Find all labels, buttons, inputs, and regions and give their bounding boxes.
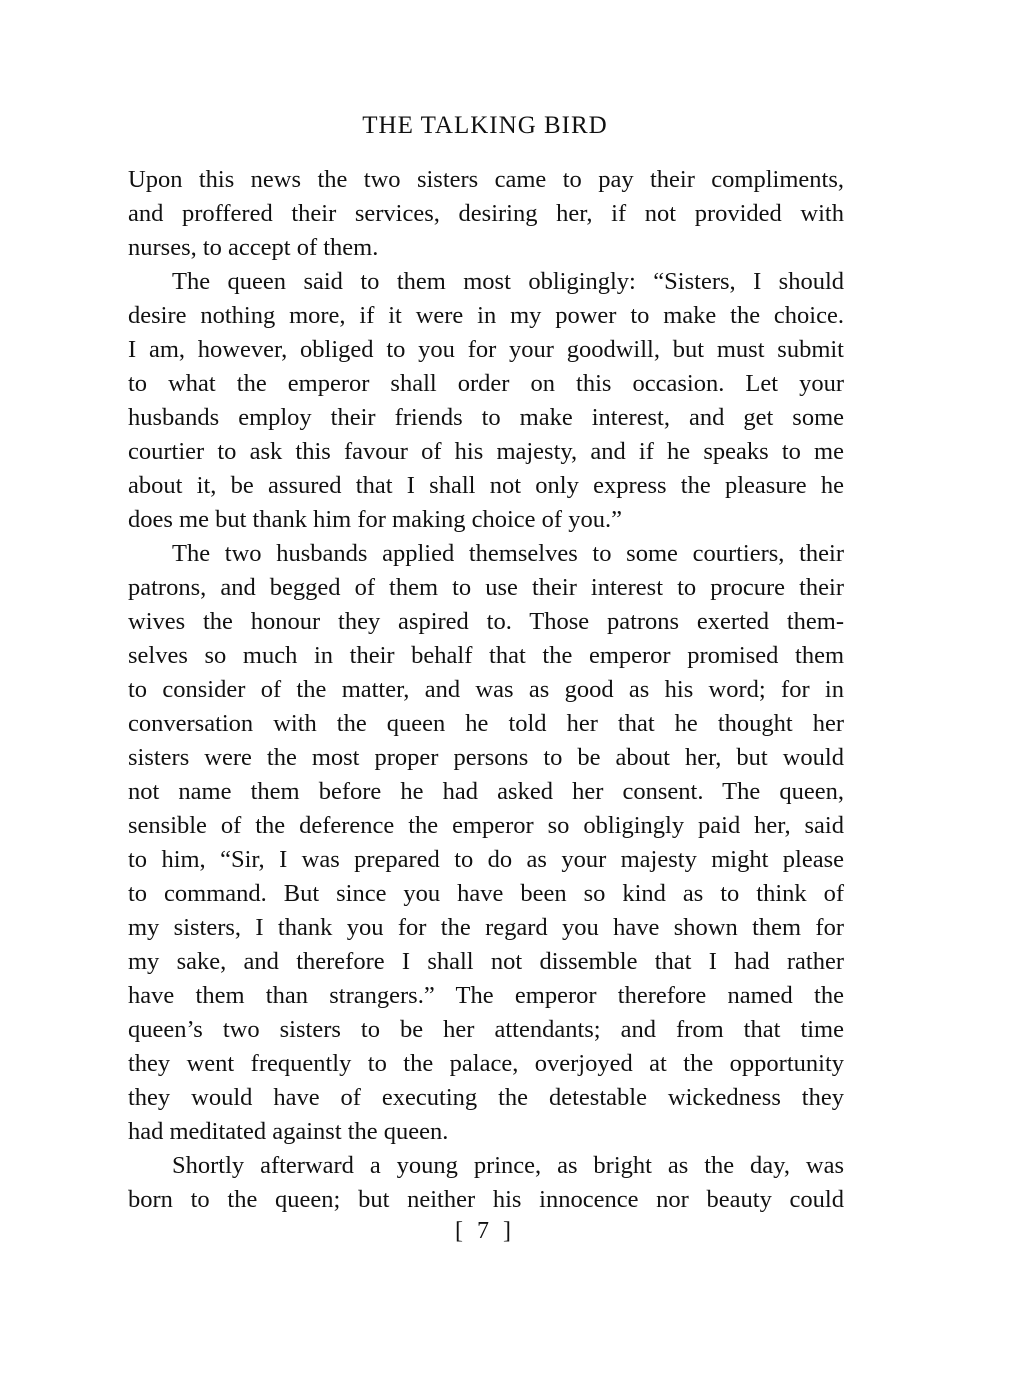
text-line: sensible of the deference the emperor so obligingly paid her, said (128, 812, 844, 839)
text-line: wives the honour they aspired to. Those patrons exerted them- (128, 608, 844, 635)
text-line: Shortly afterward a young prince, as bright as the day, was (172, 1152, 844, 1179)
text-line: desire nothing more, if it were in my power to make the choice. (128, 302, 844, 329)
text-line: to command. But since you have been so kind as to think of (128, 880, 844, 907)
running-head: THE TALKING BIRD (362, 112, 608, 139)
text-line: sisters were the most proper persons to be about her, but would (128, 744, 844, 771)
text-line: courtier to ask this favour of his majesty, and if he speaks to me (128, 438, 844, 465)
text-line: husbands employ their friends to make interest, and get some (128, 404, 844, 431)
text-line: to him, “Sir, I was prepared to do as your majesty might please (128, 846, 844, 873)
text-line: and proffered their services, desiring her, if not provided with (128, 200, 844, 227)
text-line: they would have of executing the detestable wickedness they (128, 1084, 844, 1111)
text-line: queen’s two sisters to be her attendants; and from that time (128, 1016, 844, 1043)
paragraph (128, 1149, 844, 1217)
paragraph (128, 265, 844, 537)
text-line: they went frequently to the palace, overjoyed at the opportunity (128, 1050, 844, 1077)
paragraph (128, 163, 844, 265)
text-line: my sisters, I thank you for the regard you have shown them for (128, 914, 844, 941)
text-line: conversation with the queen he told her that he thought her (128, 710, 844, 737)
text-line: have them than strangers.” The emperor therefore named the (128, 982, 844, 1009)
text-line: selves so much in their behalf that the emperor promised them (128, 642, 844, 669)
text-line: to consider of the matter, and was as good as his word; for in (128, 676, 844, 703)
text-line: not name them before he had asked her consent. The queen, (128, 778, 844, 805)
text-line: The queen said to them most obligingly: “Sisters, I should (172, 268, 844, 295)
page-number: [ 7 ] (455, 1218, 515, 1244)
text-line: Upon this news the two sisters came to pay their compliments, (128, 166, 844, 193)
text-line: born to the queen; but neither his innocence nor beauty could (128, 1186, 844, 1213)
text-line: does me but thank him for making choice of you.” (128, 506, 622, 533)
paragraph (128, 537, 844, 1149)
text-line: I am, however, obliged to you for your goodwill, but must submit (128, 336, 844, 363)
text-line: nurses, to accept of them. (128, 234, 379, 261)
text-line: my sake, and therefore I shall not dissemble that I had rather (128, 948, 844, 975)
text-line: had meditated against the queen. (128, 1118, 449, 1145)
text-line: about it, be assured that I shall not only express the pleasure he (128, 472, 844, 499)
text-line: to what the emperor shall order on this occasion. Let your (128, 370, 844, 397)
body-text (128, 163, 844, 1217)
text-line: patrons, and begged of them to use their interest to procure their (128, 574, 844, 601)
text-line: The two husbands applied themselves to some courtiers, their (172, 540, 844, 567)
